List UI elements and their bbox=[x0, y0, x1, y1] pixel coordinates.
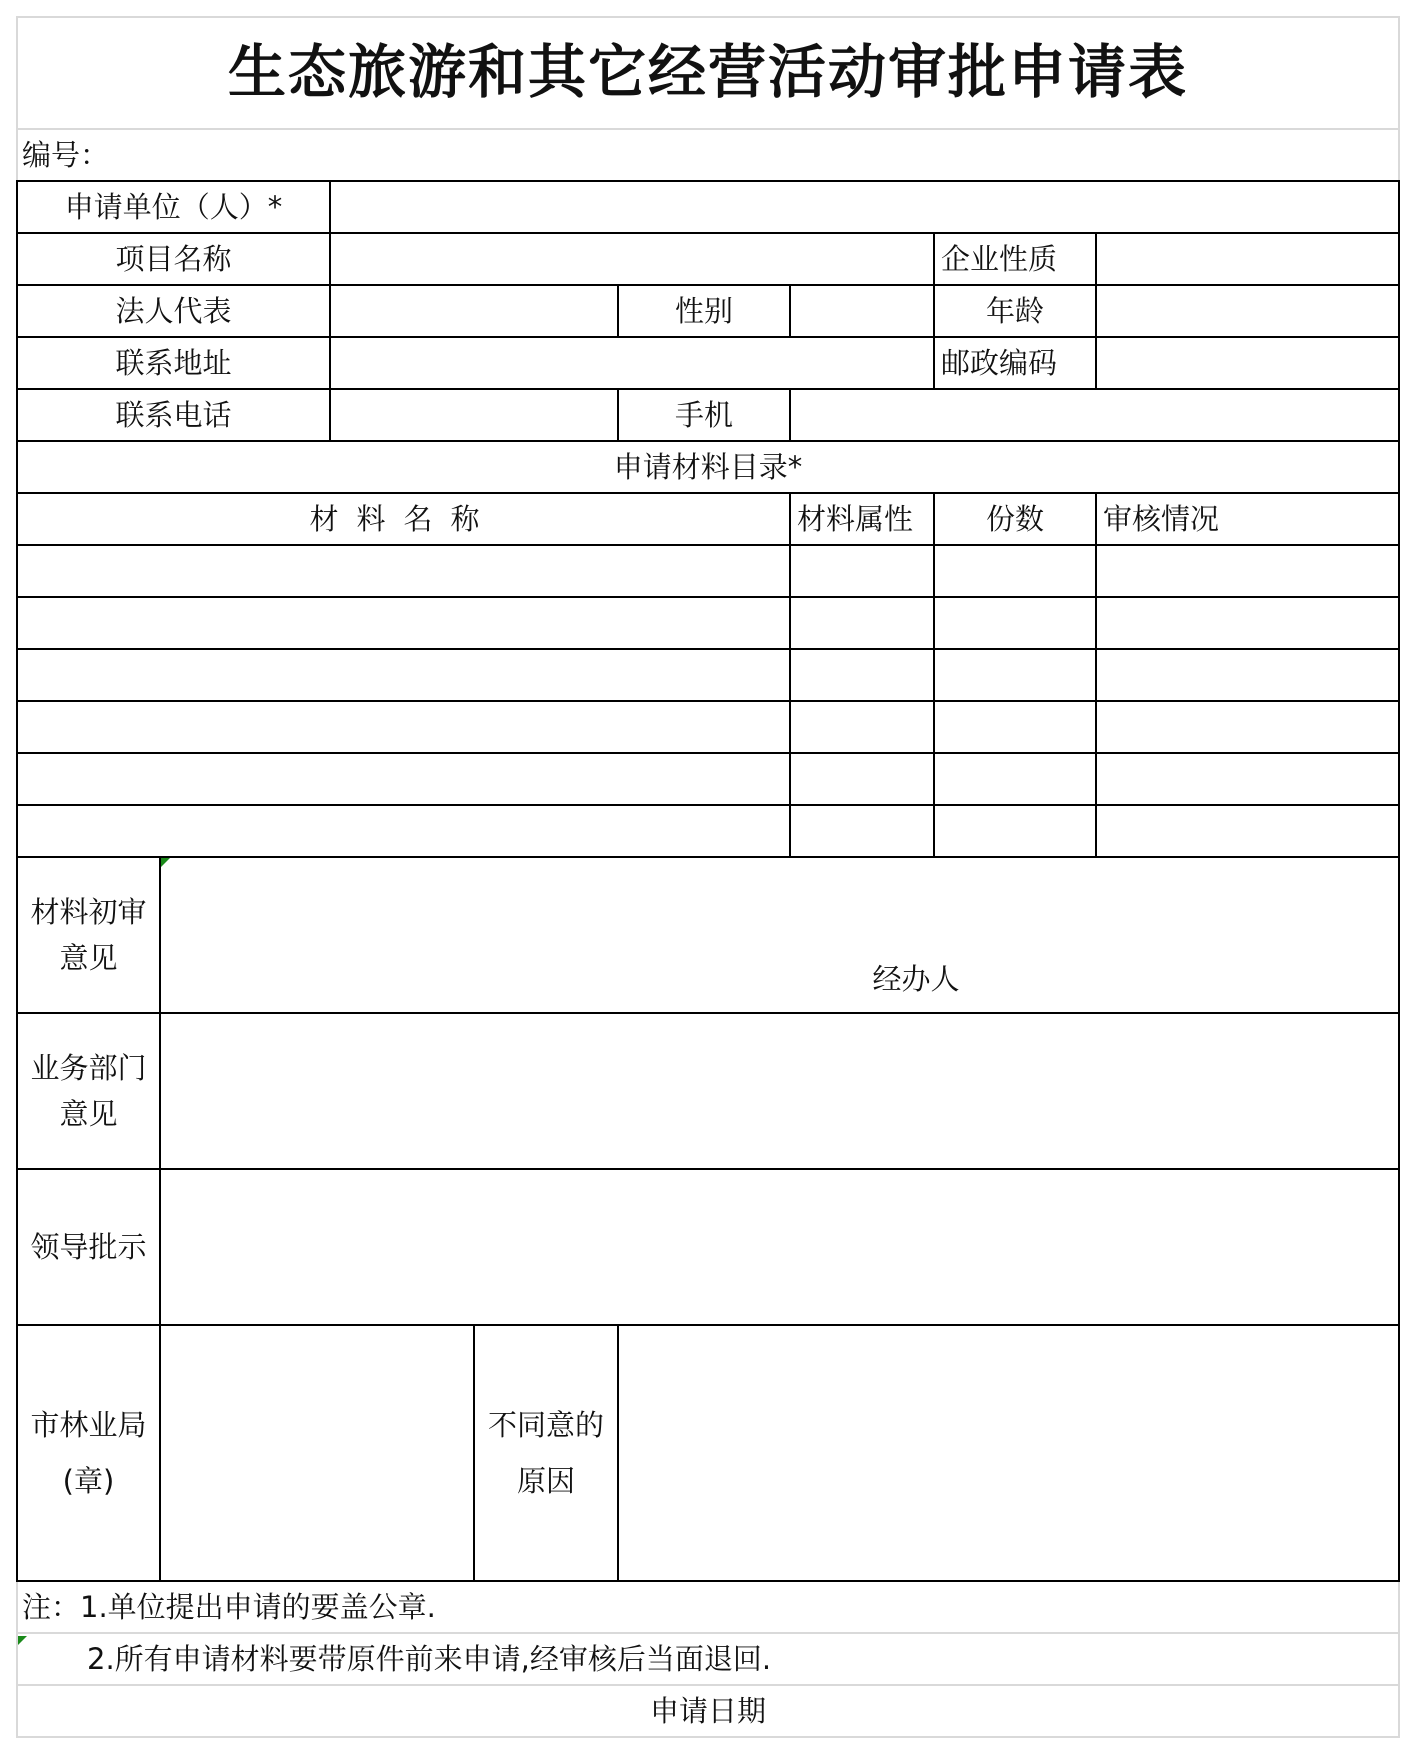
legal-rep-input-cell[interactable] bbox=[331, 286, 617, 336]
leader-instruction-label: 领导批示 bbox=[30, 1229, 147, 1264]
project-name-label: 项目名称 bbox=[115, 241, 232, 276]
phone-input-cell[interactable] bbox=[331, 390, 617, 440]
mobile-input-cell[interactable] bbox=[791, 390, 1398, 440]
material-property-cell[interactable] bbox=[791, 806, 933, 856]
initial-review-label: 材料初审意见 bbox=[30, 894, 147, 975]
review-status-cell[interactable] bbox=[1097, 598, 1398, 648]
leader-instruction-input-cell[interactable] bbox=[161, 1170, 1398, 1324]
bureau-label-line2: (章) bbox=[62, 1464, 115, 1498]
review-status-cell[interactable] bbox=[1097, 650, 1398, 700]
copies-header: 份数 bbox=[985, 501, 1044, 536]
table-border-right bbox=[1398, 180, 1400, 1582]
bureau-label-line1: 市林业局 bbox=[30, 1407, 147, 1442]
material-name-cell[interactable] bbox=[18, 806, 789, 856]
applicant-input-cell[interactable] bbox=[331, 182, 1398, 232]
copies-cell[interactable] bbox=[935, 754, 1095, 804]
copies-cell[interactable] bbox=[935, 598, 1095, 648]
review-status-cell[interactable] bbox=[1097, 806, 1398, 856]
disagree-reason-label bbox=[475, 1326, 617, 1580]
material-name-cell[interactable] bbox=[18, 598, 789, 648]
department-opinion-input-cell[interactable] bbox=[161, 1014, 1398, 1168]
gender-label: 性别 bbox=[674, 293, 733, 328]
review-status-cell[interactable] bbox=[1097, 702, 1398, 752]
address-label: 联系地址 bbox=[115, 345, 232, 380]
enterprise-nature-input-cell[interactable] bbox=[1097, 234, 1398, 284]
form-title: 生态旅游和其它经营活动审批申请表 bbox=[227, 37, 1188, 106]
age-input-cell[interactable] bbox=[1097, 286, 1398, 336]
material-name-cell[interactable] bbox=[18, 702, 789, 752]
disagree-reason-input-cell[interactable] bbox=[619, 1326, 1398, 1580]
note-1: 注：1.单位提出申请的要盖公章. bbox=[22, 1589, 436, 1624]
material-property-cell[interactable] bbox=[791, 650, 933, 700]
department-opinion-label: 业务部门意见 bbox=[30, 1050, 147, 1131]
legal-rep-label: 法人代表 bbox=[115, 293, 232, 328]
initial-review-input-cell[interactable] bbox=[161, 858, 1398, 1012]
bureau-seal-cell[interactable] bbox=[161, 1326, 473, 1580]
review-status-cell[interactable] bbox=[1097, 546, 1398, 596]
handler-label: 经办人 bbox=[872, 961, 960, 996]
postcode-input-cell[interactable] bbox=[1097, 338, 1398, 388]
comment-indicator-icon bbox=[18, 1636, 27, 1645]
copies-cell[interactable] bbox=[935, 806, 1095, 856]
disagree-reason-line2: 原因 bbox=[516, 1464, 575, 1498]
material-property-cell[interactable] bbox=[791, 546, 933, 596]
address-input-cell[interactable] bbox=[331, 338, 933, 388]
review-status-header: 审核情况 bbox=[1103, 501, 1220, 536]
bureau-label bbox=[18, 1326, 159, 1580]
note-2: 2.所有申请材料要带原件前来申请,经审核后当面退回. bbox=[87, 1641, 772, 1676]
material-property-cell[interactable] bbox=[791, 702, 933, 752]
serial-number-label: 编号： bbox=[22, 137, 110, 172]
postcode-label: 邮政编码 bbox=[941, 345, 1058, 380]
copies-cell[interactable] bbox=[935, 546, 1095, 596]
material-name-cell[interactable] bbox=[18, 546, 789, 596]
project-name-input-cell[interactable] bbox=[331, 234, 933, 284]
gridline bbox=[16, 1736, 1400, 1738]
material-name-cell[interactable] bbox=[18, 754, 789, 804]
materials-section-title: 申请材料目录* bbox=[613, 449, 803, 484]
application-date-label: 申请日期 bbox=[649, 1693, 766, 1728]
gender-input-cell[interactable] bbox=[791, 286, 933, 336]
application-form bbox=[16, 16, 1400, 1726]
copies-cell[interactable] bbox=[935, 650, 1095, 700]
copies-cell[interactable] bbox=[935, 702, 1095, 752]
mobile-label: 手机 bbox=[674, 397, 733, 432]
material-name-cell[interactable] bbox=[18, 650, 789, 700]
phone-label: 联系电话 bbox=[115, 397, 232, 432]
disagree-reason-line1: 不同意的 bbox=[487, 1407, 604, 1442]
applicant-label: 申请单位（人）* bbox=[64, 189, 283, 224]
enterprise-nature-label: 企业性质 bbox=[941, 241, 1058, 276]
material-property-cell[interactable] bbox=[791, 754, 933, 804]
material-name-header: 材料名称 bbox=[309, 501, 498, 536]
material-property-cell[interactable] bbox=[791, 598, 933, 648]
review-status-cell[interactable] bbox=[1097, 754, 1398, 804]
age-label: 年龄 bbox=[985, 293, 1044, 328]
material-property-header: 材料属性 bbox=[797, 501, 914, 536]
